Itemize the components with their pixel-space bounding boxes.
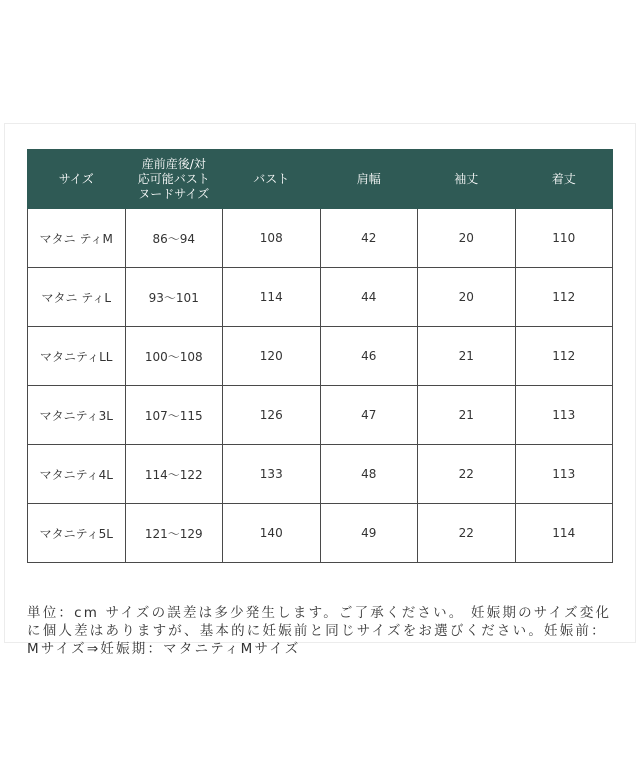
cell-shoulder-width: 47 bbox=[320, 386, 418, 445]
cell-shoulder-width: 42 bbox=[320, 209, 418, 268]
cell-nude-bust: 107〜115 bbox=[125, 386, 223, 445]
table-row bbox=[28, 445, 613, 504]
cell-size: マタニティ5L bbox=[28, 504, 126, 563]
cell-length: 110 bbox=[515, 209, 613, 268]
cell-size: マタニティLL bbox=[28, 327, 126, 386]
cell-bust: 120 bbox=[223, 327, 321, 386]
header-nude-bust: 産前産後/対 応可能バスト ヌードサイズ bbox=[125, 150, 223, 209]
header-bust: バスト bbox=[223, 150, 321, 209]
cell-length: 113 bbox=[515, 386, 613, 445]
table-row bbox=[28, 268, 613, 327]
cell-shoulder-width: 48 bbox=[320, 445, 418, 504]
cell-bust: 108 bbox=[223, 209, 321, 268]
cell-nude-bust: 86〜94 bbox=[125, 209, 223, 268]
cell-sleeve-length: 20 bbox=[418, 209, 516, 268]
table-header-row bbox=[28, 150, 613, 209]
table-row bbox=[28, 209, 613, 268]
cell-bust: 133 bbox=[223, 445, 321, 504]
cell-bust: 114 bbox=[223, 268, 321, 327]
cell-sleeve-length: 22 bbox=[418, 504, 516, 563]
cell-size: マタニ ティM bbox=[28, 209, 126, 268]
table-row bbox=[28, 504, 613, 563]
cell-shoulder-width: 49 bbox=[320, 504, 418, 563]
cell-shoulder-width: 44 bbox=[320, 268, 418, 327]
cell-sleeve-length: 21 bbox=[418, 386, 516, 445]
size-table bbox=[27, 149, 613, 563]
header-size: サイズ bbox=[28, 150, 126, 209]
cell-length: 112 bbox=[515, 327, 613, 386]
cell-sleeve-length: 20 bbox=[418, 268, 516, 327]
cell-nude-bust: 100〜108 bbox=[125, 327, 223, 386]
cell-shoulder-width: 46 bbox=[320, 327, 418, 386]
table-row bbox=[28, 327, 613, 386]
cell-length: 113 bbox=[515, 445, 613, 504]
cell-bust: 126 bbox=[223, 386, 321, 445]
header-shoulder-width: 肩幅 bbox=[320, 150, 418, 209]
cell-size: マタニ ティL bbox=[28, 268, 126, 327]
cell-sleeve-length: 21 bbox=[418, 327, 516, 386]
cell-size: マタニティ3L bbox=[28, 386, 126, 445]
cell-nude-bust: 93〜101 bbox=[125, 268, 223, 327]
size-note: 単位：cm サイズの誤差は多少発生します。ご了承ください。 妊娠期のサイズ変化に個人差はありますが、基本的に妊娠前と同じサイズをお選びください。妊娠前：Mサイズ⇒妊娠期：マタニティMサイズ bbox=[27, 604, 612, 657]
header-length: 着丈 bbox=[515, 150, 613, 209]
header-sleeve-length: 袖丈 bbox=[418, 150, 516, 209]
cell-nude-bust: 121〜129 bbox=[125, 504, 223, 563]
table-row bbox=[28, 386, 613, 445]
cell-nude-bust: 114〜122 bbox=[125, 445, 223, 504]
cell-length: 112 bbox=[515, 268, 613, 327]
cell-bust: 140 bbox=[223, 504, 321, 563]
cell-length: 114 bbox=[515, 504, 613, 563]
cell-size: マタニティ4L bbox=[28, 445, 126, 504]
cell-sleeve-length: 22 bbox=[418, 445, 516, 504]
